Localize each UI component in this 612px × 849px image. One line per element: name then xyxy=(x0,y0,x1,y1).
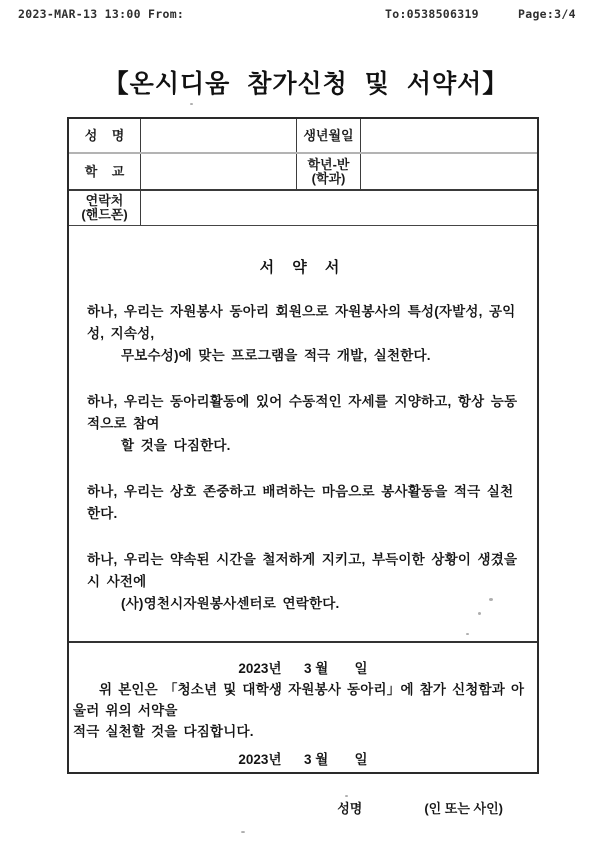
pledge-item-3 xyxy=(87,481,525,525)
school-field xyxy=(141,154,297,189)
school-label: 학 교 xyxy=(69,154,141,189)
pledge-item-4-line1: 하나, 우리는 약속된 시간을 철저하게 지키고, 부득이한 상황이 생겼을 시 사전에 xyxy=(87,552,518,589)
fax-page-number: Page:3/4 xyxy=(518,7,576,21)
form-row-school-grade xyxy=(69,154,537,191)
scan-artifact xyxy=(489,598,493,601)
declaration-line2: 적극 실천할 것을 다짐합니다. xyxy=(73,724,254,739)
fax-timestamp: 2023-MAR-13 13:00 From: xyxy=(18,7,185,21)
signature-label: 성명 xyxy=(337,801,363,816)
pledge-item-2 xyxy=(87,391,525,457)
fax-to-number: To:0538506319 xyxy=(385,7,479,21)
declaration-line1: 위 본인은 「청소년 및 대학생 자원봉사 동아리」에 참가 신청함과 아울러 위의 서약을 xyxy=(73,682,525,718)
pledge-item-2-line2: 할 것을 다짐한다. xyxy=(121,438,231,453)
seal-note: (인 또는 사인) xyxy=(424,801,503,816)
pledge-item-4-line2: (사)영천시자원봉사센터로 연락한다. xyxy=(121,596,340,611)
pledge-item-1-line1: 하나, 우리는 자원봉사 동아리 회원으로 자원봉사의 특성(자발성, 공익성, 지속성, xyxy=(87,304,516,341)
declaration-section xyxy=(69,679,537,837)
form-row-name-birth xyxy=(69,119,537,154)
contact-label-line1: 연락처 xyxy=(85,193,124,208)
pledge-item-1-line2: 무보수성)에 맞는 프로그램을 적극 개발, 실천한다. xyxy=(121,348,431,363)
grade-class-label-line1: 학년-반 xyxy=(307,156,350,172)
application-form xyxy=(67,117,539,816)
grade-class-field xyxy=(361,154,537,189)
contact-label-line2: (핸드폰) xyxy=(81,207,128,222)
declaration-text xyxy=(69,679,537,742)
grade-class-label-line2: (학과) xyxy=(311,170,346,186)
pledge-item-2-line1: 하나, 우리는 동아리활동에 있어 수동적인 자세를 지양하고, 항상 능동적으로 참여 xyxy=(87,394,518,431)
pledge-section xyxy=(69,256,537,676)
scan-artifact xyxy=(190,103,193,105)
signature-line xyxy=(69,783,537,832)
pledge-item-1 xyxy=(87,301,525,367)
document-title: 【온시디움 참가신청 및 서약서】 xyxy=(103,70,509,98)
pledge-date: 2023년 3 월 일 xyxy=(238,661,368,676)
form-row-contact xyxy=(69,191,537,226)
pledge-item-4 xyxy=(87,549,525,615)
name-label: 성 명 xyxy=(69,119,141,152)
scan-artifact xyxy=(466,633,469,635)
pledge-item-3-line1: 하나, 우리는 상호 존중하고 배려하는 마음으로 봉사활동을 적극 실천한다. xyxy=(87,484,514,521)
grade-class-label xyxy=(297,154,361,189)
birth-date-field xyxy=(361,119,537,152)
scan-artifact xyxy=(478,612,481,615)
contact-label xyxy=(69,191,141,225)
pledge-title: 서 약 서 xyxy=(259,259,347,276)
birth-date-label: 생년월일 xyxy=(297,119,361,152)
name-field xyxy=(141,119,297,152)
contact-field xyxy=(141,191,537,225)
scan-artifact xyxy=(241,831,245,833)
declaration-date: 2023년 3 월 일 xyxy=(238,752,368,767)
scan-artifact xyxy=(345,795,348,797)
